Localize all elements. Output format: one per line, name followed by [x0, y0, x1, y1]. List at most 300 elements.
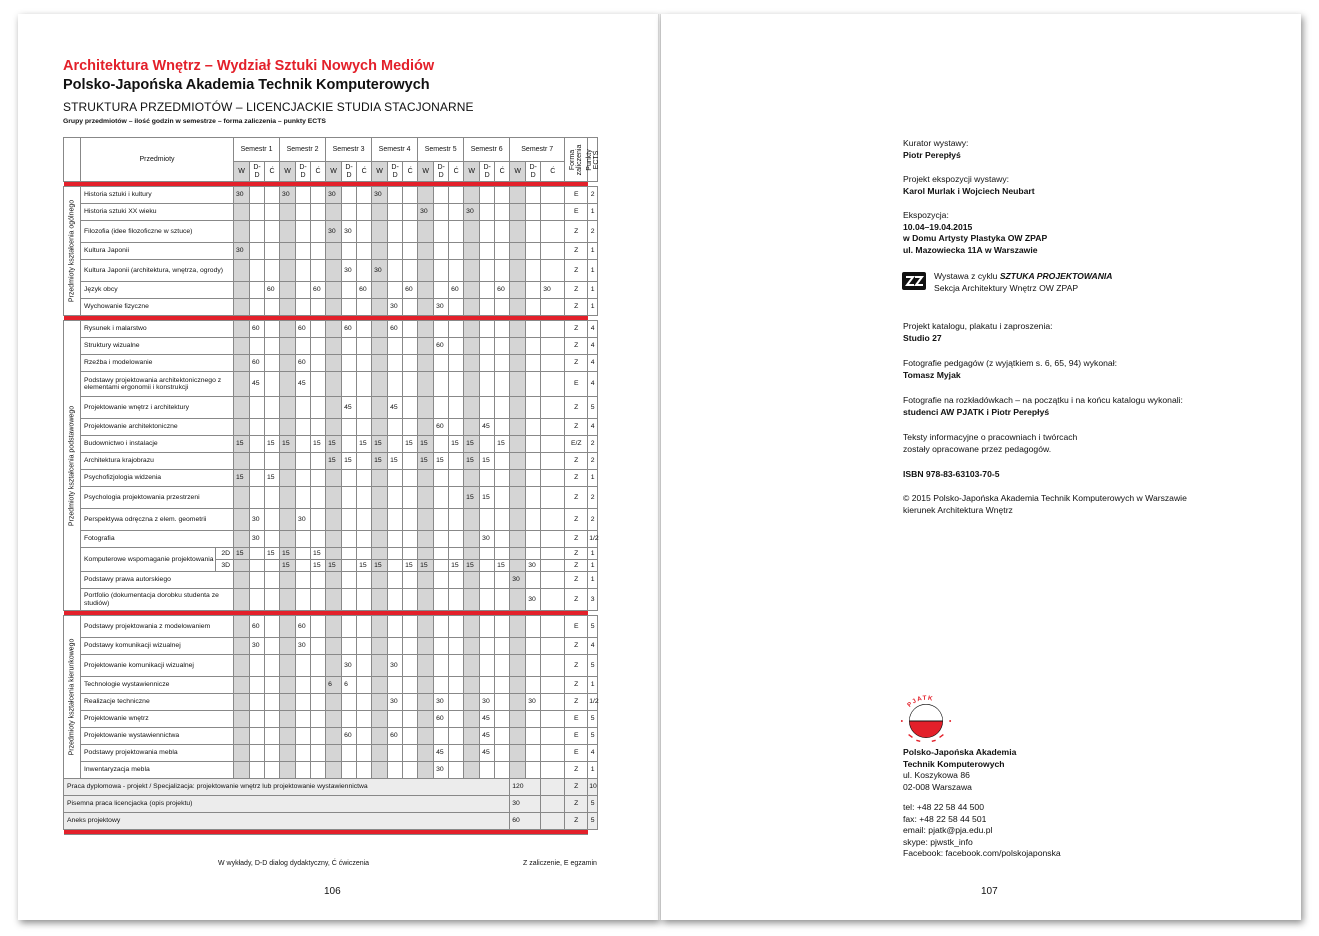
hours-cell — [342, 638, 357, 655]
hours-cell — [449, 589, 464, 611]
hours-cell — [372, 711, 388, 728]
hours-cell — [510, 338, 526, 355]
hours-cell: 60 — [495, 282, 510, 299]
table-row — [64, 572, 598, 589]
hours-cell — [480, 260, 495, 282]
hours-cell — [311, 509, 326, 531]
table-row — [64, 616, 598, 638]
hours-cell — [449, 638, 464, 655]
hours-cell: 15 — [280, 436, 296, 453]
hours-cell — [372, 655, 388, 677]
forma-cell: E — [565, 745, 588, 762]
hours-cell — [418, 260, 434, 282]
hours-cell — [541, 711, 565, 728]
hours-cell — [326, 572, 342, 589]
hours-cell — [464, 509, 480, 531]
hours-cell — [495, 372, 510, 397]
hours-cell — [495, 548, 510, 560]
semester-header: Semestr 1 — [234, 138, 280, 162]
hours-cell — [418, 372, 434, 397]
subheader-cell: D-D — [526, 162, 541, 182]
hours-cell — [265, 589, 280, 611]
hours-cell — [526, 728, 541, 745]
hours-cell: 30 — [250, 638, 265, 655]
hours-cell — [434, 616, 449, 638]
hours-cell: 45 — [480, 711, 495, 728]
hours-cell — [265, 397, 280, 419]
hours-cell — [526, 677, 541, 694]
hours-cell — [480, 204, 495, 221]
hours-cell — [296, 655, 311, 677]
hours-cell — [495, 397, 510, 419]
hours-cell — [280, 260, 296, 282]
hours-cell — [510, 677, 526, 694]
subheader-cell: D-D — [388, 162, 403, 182]
subject-name: Architektura krajobrazu — [81, 453, 234, 470]
hours-cell — [342, 243, 357, 260]
hours-cell: 15 — [480, 453, 495, 470]
hours-cell — [403, 187, 418, 204]
hours-cell — [434, 638, 449, 655]
hours-cell — [388, 355, 403, 372]
ects-cell: 2 — [588, 187, 598, 204]
table-row — [64, 487, 598, 509]
hours-cell — [388, 243, 403, 260]
hours-cell — [234, 616, 250, 638]
hours-cell — [250, 677, 265, 694]
hours-cell — [265, 372, 280, 397]
hours-cell: 15 — [464, 436, 480, 453]
ects-cell: 5 — [588, 711, 598, 728]
hours-cell — [541, 338, 565, 355]
table-row-final — [64, 796, 598, 813]
group-separator — [64, 830, 598, 835]
hours-cell — [526, 299, 541, 316]
hours-cell — [434, 355, 449, 372]
hours-cell: 30 — [342, 221, 357, 243]
exhibition-cycle-line — [934, 271, 1113, 283]
hours-cell — [510, 260, 526, 282]
hours-cell — [250, 487, 265, 509]
subject-name: Aneks projektowy — [64, 813, 510, 830]
hours-cell — [326, 531, 342, 548]
hours-cell — [388, 711, 403, 728]
hours-cell — [265, 221, 280, 243]
hours-cell — [403, 677, 418, 694]
hours-cell — [418, 282, 434, 299]
hours-cell — [357, 260, 372, 282]
subject-variant: 2D — [216, 548, 234, 560]
hours-cell — [418, 572, 434, 589]
hours-cell: 15 — [265, 470, 280, 487]
subheader-cell: W — [510, 162, 526, 182]
hours-cell — [265, 243, 280, 260]
hours-cell: 30 — [526, 560, 541, 572]
hours-cell — [449, 397, 464, 419]
forma-cell: Z — [565, 655, 588, 677]
hours-cell — [464, 355, 480, 372]
hours-cell — [403, 372, 418, 397]
semester-header: Semestr 7 — [510, 138, 565, 162]
hours-cell — [480, 762, 495, 779]
hours-cell — [296, 560, 311, 572]
hours-cell — [250, 655, 265, 677]
hours-cell — [357, 453, 372, 470]
hours-cell — [296, 572, 311, 589]
hours-cell — [510, 372, 526, 397]
hours-cell — [495, 531, 510, 548]
hours-cell — [510, 419, 526, 436]
hours-cell — [234, 487, 250, 509]
hours-cell — [250, 694, 265, 711]
subject-name: Fotografia — [81, 531, 234, 548]
ects-cell: 1 — [588, 204, 598, 221]
hours-cell — [280, 572, 296, 589]
hours-cell — [234, 638, 250, 655]
hours-cell — [388, 762, 403, 779]
hours-cell — [510, 711, 526, 728]
photo-spreads-names: studenci AW PJATK i Piotr Perepłyś — [903, 406, 1050, 417]
hours-cell — [464, 638, 480, 655]
hours-cell: 60 — [403, 282, 418, 299]
hours-cell — [495, 638, 510, 655]
subheader-cell: Ć — [449, 162, 464, 182]
school-name-2: Technik Komputerowych — [903, 758, 1005, 769]
hours-cell — [250, 419, 265, 436]
forma-cell: Z — [565, 487, 588, 509]
hours-cell — [418, 589, 434, 611]
hours-cell — [372, 694, 388, 711]
table-row-final — [64, 813, 598, 830]
hours-cell — [541, 655, 565, 677]
hours-cell — [510, 531, 526, 548]
hours-cell — [388, 187, 403, 204]
hours-cell — [250, 187, 265, 204]
hours-cell — [418, 638, 434, 655]
hours-cell — [449, 745, 464, 762]
photo-teachers-block — [903, 358, 1117, 381]
hours-cell — [526, 509, 541, 531]
ects-cell: 1 — [588, 762, 598, 779]
hours-cell — [526, 397, 541, 419]
hours-cell — [372, 531, 388, 548]
header-blank — [64, 138, 81, 182]
hours-cell — [449, 655, 464, 677]
hours-cell — [311, 711, 326, 728]
hours-cell: 15 — [311, 548, 326, 560]
hours-cell — [372, 338, 388, 355]
hours-cell — [234, 299, 250, 316]
hours-cell — [280, 694, 296, 711]
hours-cell — [434, 677, 449, 694]
hours-cell — [464, 372, 480, 397]
hours-cell — [434, 321, 449, 338]
hours-cell — [464, 728, 480, 745]
table-row — [64, 243, 598, 260]
hours-cell — [372, 616, 388, 638]
hours-cell — [326, 260, 342, 282]
hours-cell — [311, 677, 326, 694]
hours-cell — [541, 470, 565, 487]
hours-cell — [495, 589, 510, 611]
expo-label: Ekspozycja: — [903, 210, 949, 220]
hours-cell — [541, 372, 565, 397]
ects-cell: 5 — [588, 796, 598, 813]
hours-cell — [403, 572, 418, 589]
subject-name: Wychowanie fizyczne — [81, 299, 234, 316]
hours-cell — [464, 745, 480, 762]
hours-cell — [388, 282, 403, 299]
hours-cell — [234, 531, 250, 548]
semester-header: Semestr 6 — [464, 138, 510, 162]
hours-cell — [541, 745, 565, 762]
hours-cell — [234, 338, 250, 355]
hours-cell — [311, 338, 326, 355]
hours-cell — [234, 677, 250, 694]
hours-cell — [234, 260, 250, 282]
ects-cell: 4 — [588, 338, 598, 355]
hours-cell — [311, 655, 326, 677]
hours-cell — [342, 589, 357, 611]
hours-cell — [311, 321, 326, 338]
hours-cell — [280, 711, 296, 728]
hours-cell — [464, 243, 480, 260]
hours-cell — [311, 204, 326, 221]
table-row — [64, 655, 598, 677]
hours-cell — [480, 436, 495, 453]
hours-cell — [357, 572, 372, 589]
hours-cell: 60 — [434, 419, 449, 436]
ects-cell: 2 — [588, 453, 598, 470]
hours-cell — [342, 204, 357, 221]
hours-cell — [510, 548, 526, 560]
forma-cell: Z — [565, 531, 588, 548]
hours-cell: 30 — [510, 796, 541, 813]
hours-cell — [388, 372, 403, 397]
expo-address: ul. Mazowiecka 11A w Warszawie — [903, 244, 1038, 255]
contact-fax: fax: +48 22 58 44 501 — [903, 813, 987, 824]
hours-cell — [526, 711, 541, 728]
ects-cell: 3 — [588, 589, 598, 611]
hours-cell — [403, 638, 418, 655]
hours-cell — [326, 243, 342, 260]
hours-cell — [280, 589, 296, 611]
hours-cell — [342, 187, 357, 204]
subheader-cell: D-D — [342, 162, 357, 182]
project-label: Projekt ekspozycji wystawy: — [903, 174, 1010, 184]
hours-cell — [311, 243, 326, 260]
hours-cell: 45 — [434, 745, 449, 762]
hours-cell — [480, 677, 495, 694]
subject-name: Realizacje techniczne — [81, 694, 234, 711]
subheader-cell: W — [464, 162, 480, 182]
forma-cell: Z — [565, 638, 588, 655]
hours-cell — [418, 221, 434, 243]
ects-cell: 1/2 — [588, 694, 598, 711]
hours-cell — [418, 616, 434, 638]
contact-block — [903, 802, 1061, 860]
hours-cell — [388, 560, 403, 572]
hours-cell — [495, 487, 510, 509]
ects-cell: 10 — [588, 779, 598, 796]
hours-cell — [250, 572, 265, 589]
hours-cell — [418, 694, 434, 711]
hours-cell — [372, 419, 388, 436]
hours-cell: 45 — [342, 397, 357, 419]
hours-cell — [250, 204, 265, 221]
hours-cell — [326, 694, 342, 711]
subject-name: Historia sztuki XX wieku — [81, 204, 234, 221]
hours-cell — [526, 531, 541, 548]
hours-cell — [388, 436, 403, 453]
group-label-cell — [64, 321, 81, 611]
hours-cell — [280, 531, 296, 548]
hours-cell — [510, 560, 526, 572]
hours-cell — [280, 638, 296, 655]
hours-cell: 45 — [296, 372, 311, 397]
hours-cell — [449, 187, 464, 204]
hours-cell — [372, 397, 388, 419]
hours-cell — [480, 321, 495, 338]
hours-cell — [526, 616, 541, 638]
department-title: Architektura Wnętrz – Wydział Sztuki Nowych Mediów — [63, 58, 435, 74]
hours-cell — [480, 589, 495, 611]
hours-cell — [449, 677, 464, 694]
hours-cell — [311, 187, 326, 204]
hours-cell — [250, 453, 265, 470]
hours-cell: 15 — [357, 436, 372, 453]
hours-cell — [357, 221, 372, 243]
hours-cell — [464, 338, 480, 355]
hours-cell — [357, 355, 372, 372]
ects-cell: 5 — [588, 813, 598, 830]
subject-name: Pisemna praca licencjacka (opis projektu) — [64, 796, 510, 813]
hours-cell: 60 — [250, 355, 265, 372]
hours-cell — [357, 745, 372, 762]
hours-cell — [480, 221, 495, 243]
hours-cell — [342, 436, 357, 453]
hours-cell — [280, 762, 296, 779]
hours-cell — [449, 372, 464, 397]
hours-cell — [311, 453, 326, 470]
hours-cell: 45 — [480, 419, 495, 436]
hours-cell — [418, 419, 434, 436]
hours-cell — [464, 321, 480, 338]
hours-cell — [265, 204, 280, 221]
hours-cell — [265, 560, 280, 572]
hours-cell — [250, 548, 265, 560]
forma-cell: Z — [565, 813, 588, 830]
hours-cell — [234, 453, 250, 470]
hours-cell — [541, 531, 565, 548]
table-row — [64, 677, 598, 694]
exhibition-cycle — [934, 271, 1113, 294]
hours-cell — [250, 243, 265, 260]
subject-name: Inwentaryzacja mebla — [81, 762, 234, 779]
hours-cell — [480, 338, 495, 355]
hours-cell — [434, 509, 449, 531]
hours-cell — [372, 589, 388, 611]
subheader-cell: Ć — [403, 162, 418, 182]
subheader-cell: D-D — [480, 162, 495, 182]
hours-cell — [342, 745, 357, 762]
hours-cell — [403, 694, 418, 711]
hours-cell: 30 — [342, 260, 357, 282]
zpap-logo-icon — [902, 272, 926, 290]
group-label-cell — [64, 616, 81, 779]
hours-cell — [388, 204, 403, 221]
hours-cell: 30 — [296, 509, 311, 531]
hours-cell: 60 — [434, 338, 449, 355]
hours-cell — [296, 487, 311, 509]
ects-cell: 1 — [588, 677, 598, 694]
forma-cell: Z — [565, 453, 588, 470]
hours-cell: 60 — [250, 616, 265, 638]
hours-cell — [449, 509, 464, 531]
hours-cell — [265, 487, 280, 509]
hours-cell — [311, 762, 326, 779]
subheader-cell: D-D — [296, 162, 311, 182]
hours-cell: 120 — [510, 779, 541, 796]
hours-cell — [296, 589, 311, 611]
forma-cell: Z — [565, 397, 588, 419]
hours-cell: 60 — [311, 282, 326, 299]
hours-cell — [403, 487, 418, 509]
hours-cell — [265, 728, 280, 745]
hours-cell — [357, 470, 372, 487]
hours-cell — [357, 638, 372, 655]
hours-cell — [234, 655, 250, 677]
hours-cell — [434, 260, 449, 282]
hours-cell — [296, 299, 311, 316]
hours-cell — [480, 616, 495, 638]
hours-cell — [311, 694, 326, 711]
hours-cell — [265, 260, 280, 282]
hours-cell — [326, 470, 342, 487]
semester-header: Semestr 4 — [372, 138, 418, 162]
hours-cell — [541, 321, 565, 338]
hours-cell — [449, 694, 464, 711]
ects-cell: 4 — [588, 745, 598, 762]
subject-name: Psychologia projektowania przestrzeni — [81, 487, 234, 509]
contact-skype: skype: pjwstk_info — [903, 836, 973, 847]
hours-cell — [541, 694, 565, 711]
semester-header: Semestr 3 — [326, 138, 372, 162]
hours-cell — [526, 572, 541, 589]
hours-cell — [234, 560, 250, 572]
hours-cell: 30 — [250, 509, 265, 531]
hours-cell — [326, 204, 342, 221]
hours-cell — [388, 419, 403, 436]
hours-cell — [372, 321, 388, 338]
hours-cell — [265, 299, 280, 316]
hours-cell — [510, 762, 526, 779]
hours-cell — [526, 372, 541, 397]
hours-cell: 30 — [388, 655, 403, 677]
hours-cell — [526, 282, 541, 299]
hours-cell — [357, 616, 372, 638]
texts-block — [903, 432, 1077, 455]
hours-cell — [510, 453, 526, 470]
hours-cell — [265, 572, 280, 589]
hours-cell — [388, 531, 403, 548]
hours-cell — [296, 677, 311, 694]
hours-cell: 45 — [250, 372, 265, 397]
subject-name: Projektowanie architektoniczne — [81, 419, 234, 436]
hours-cell — [280, 487, 296, 509]
hours-cell — [250, 711, 265, 728]
hours-cell — [541, 548, 565, 560]
